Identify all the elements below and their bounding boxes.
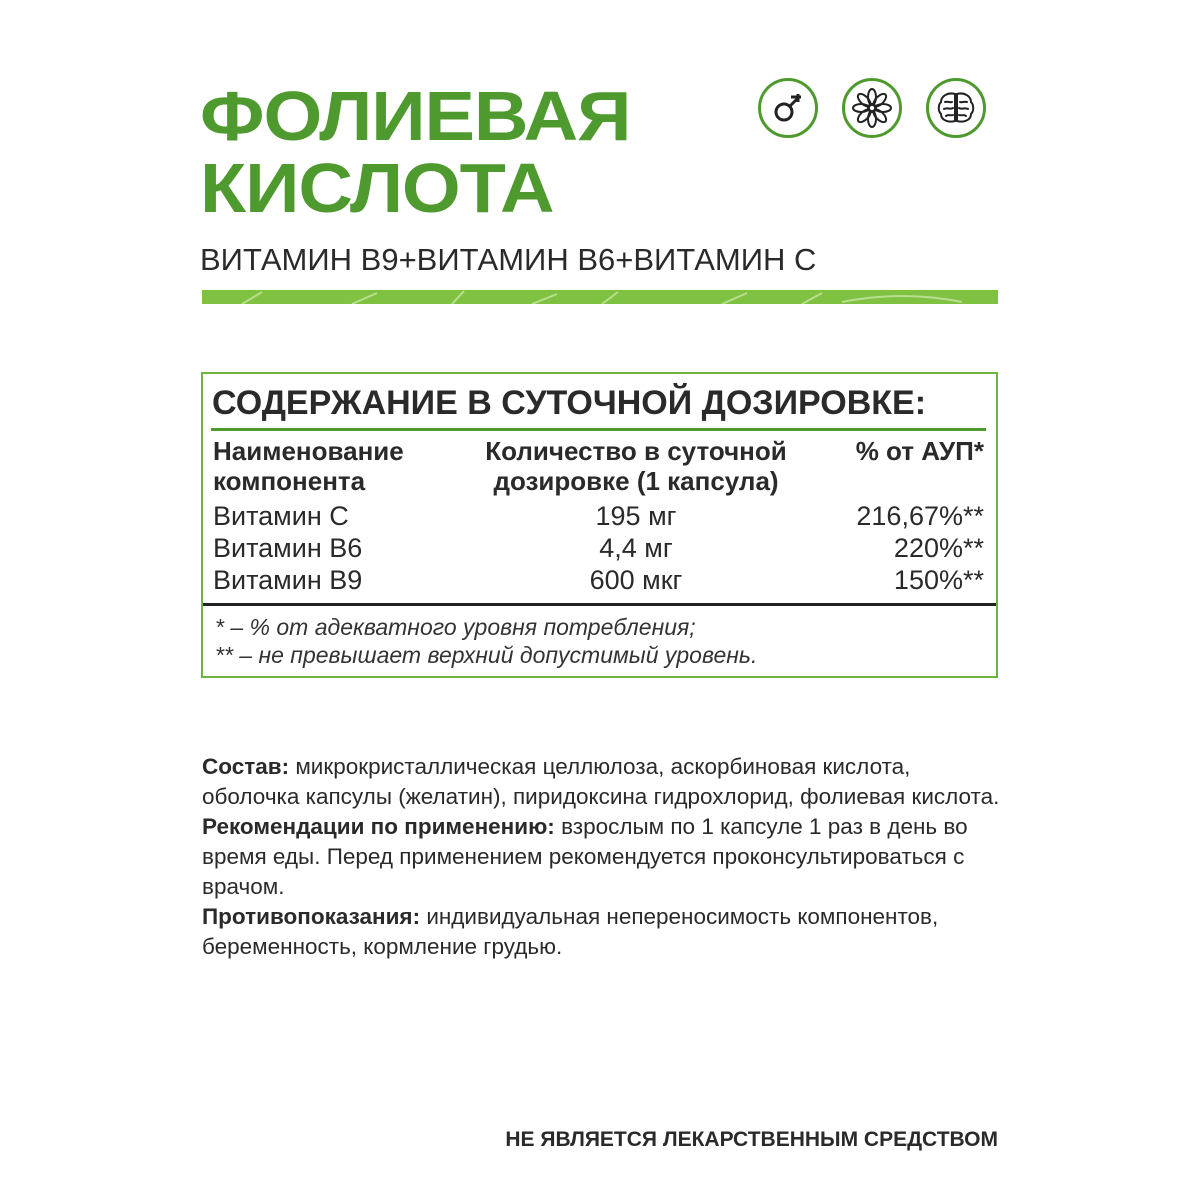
title-divider	[211, 428, 986, 431]
benefit-icons	[758, 78, 986, 138]
product-title	[200, 77, 631, 227]
row-amount: 4,4 мг	[599, 533, 673, 563]
row-name: Витамин В9	[213, 565, 363, 595]
disclaimer: НЕ ЯВЛЯЕТСЯ ЛЕКАРСТВЕННЫМ СРЕДСТВОМ	[505, 1128, 998, 1151]
composition-paragraph	[202, 752, 1002, 812]
row-percent: 150%**	[893, 565, 984, 595]
title-line-2: КИСЛОТА	[200, 149, 554, 227]
dosage-title: СОДЕРЖАНИЕ В СУТОЧНОЙ ДОЗИРОВКЕ:	[212, 384, 927, 422]
female-symbol-icon	[758, 78, 818, 138]
flower-icon	[842, 78, 902, 138]
row-percent: 220%**	[893, 533, 984, 563]
table-row	[203, 500, 996, 532]
product-subtitle: ВИТАМИН В9+ВИТАМИН В6+ВИТАМИН С	[200, 242, 817, 277]
contraindications-paragraph	[202, 902, 1002, 962]
product-info	[202, 752, 1002, 962]
row-name: Витамин С	[213, 501, 349, 531]
recommendations-text: взрослым по 1 капсуле 1 раз в день во время еды. Перед применением рекомендуется проконсультироваться с врачом.	[202, 814, 968, 899]
recommendations-label: Рекомендации по применению:	[202, 814, 555, 839]
contraindications-text: индивидуальная непереносимость компонентов, беременность, кормление грудью.	[202, 904, 939, 959]
row-amount: 600 мкг	[589, 565, 683, 595]
contraindications-label: Противопоказания:	[202, 904, 421, 929]
decorative-green-bar	[202, 290, 998, 304]
table-row	[203, 564, 996, 596]
row-name: Витамин В6	[213, 533, 363, 563]
row-percent: 216,67%**	[856, 501, 984, 531]
composition-label: Состав:	[202, 754, 290, 779]
composition-text: микрокристаллическая целлюлоза, аскорбиновая кислота, оболочка капсулы (желатин), пиридоксина гидрохлорид, фолиевая кислота.	[202, 754, 1000, 809]
table-bottom-divider	[203, 603, 996, 606]
row-amount: 195 мг	[595, 501, 677, 531]
footnote-2: ** – не превышает верхний допустимый уровень.	[215, 642, 758, 668]
table-row	[203, 532, 996, 564]
header-percent: % от АУП*	[855, 436, 984, 466]
recommendations-paragraph	[202, 812, 1002, 902]
header-component: Наименование компонента	[213, 436, 404, 496]
brain-icon	[926, 78, 986, 138]
footnote-1: * – % от адекватного уровня потребления;	[215, 614, 696, 640]
header-amount: Количество в суточной дозировке (1 капсула)	[485, 436, 787, 496]
title-line-1: ФОЛИЕВАЯ	[200, 77, 631, 155]
dosage-table	[201, 372, 998, 678]
